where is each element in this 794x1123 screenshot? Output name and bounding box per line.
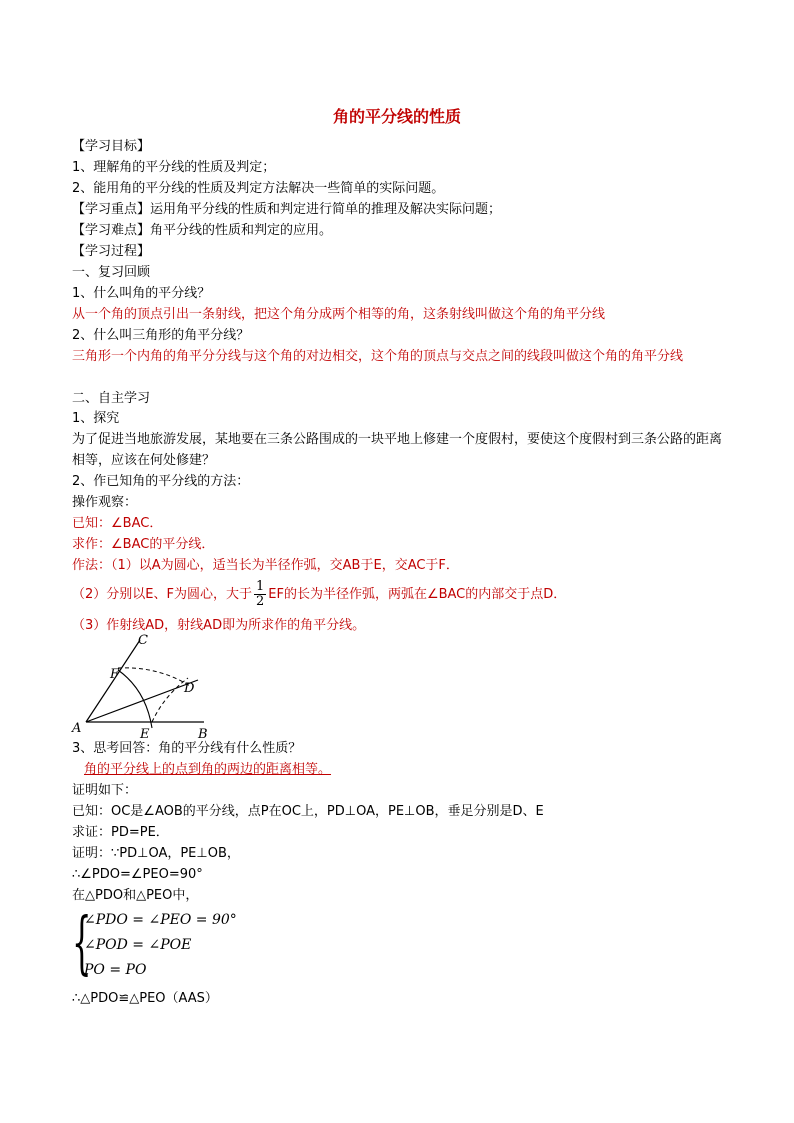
goal-heading: 【学习目标】 (72, 139, 151, 154)
key-point-label: 【学习重点】 (72, 202, 151, 217)
explore-text: 为了促进当地旅游发展，某地要在三条公路围成的一块平地上修建一个度假村，要使这个度假村到三条公路的距离相等，应该在何处修建？ (72, 432, 723, 468)
label-c: C (138, 633, 148, 648)
proof-conclusion: ∴△PDO≌△PEO（AAS） (72, 991, 218, 1006)
left-brace: { (72, 904, 92, 983)
angle-bisector-figure (68, 630, 218, 740)
review-heading: 一、复习回顾 (72, 265, 151, 280)
step-2-end: EF的长为半径作弧，两弧在∠BAC的内部交于点D． (268, 587, 567, 602)
step-2-start: （2）分别以E、F为圆心，大于 (72, 587, 252, 602)
find-line: 求作：∠BAC的平分线． (72, 537, 215, 552)
step-2 (72, 580, 566, 609)
proof-to-prove: 求证：PD=PE． (72, 825, 169, 840)
fraction-half (254, 580, 266, 609)
system-row-1: ∠PDO = ∠PEO = 90° (84, 912, 237, 928)
observe-label: 操作观察： (72, 495, 138, 510)
step-1: 作法：（1）以A为圆心，适当长为半径作弧，交AB于E，交AC于F． (72, 558, 459, 573)
ray-ad (86, 680, 198, 722)
label-d: D (184, 681, 195, 696)
process-heading: 【学习过程】 (72, 244, 151, 259)
goal-item-1: 1、理解角的平分线的性质及判定； (72, 160, 276, 175)
system-row-2: ∠POD = ∠POE (84, 937, 192, 953)
goal-item-2: 2、能用角的平分线的性质及判定方法解决一些简单的实际问题。 (72, 181, 445, 196)
think-answer: 角的平分线上的点到角的两边的距离相等。 (84, 762, 332, 777)
proof-step-1: 证明：∵PD⊥OA，PE⊥OB， (72, 846, 240, 861)
proof-given: 已知：OC是∠AOB的平分线，点P在OC上，PD⊥OA，PE⊥OB，垂足分别是D、E (72, 804, 544, 819)
proof-heading: 证明如下： (72, 783, 138, 798)
system-row-3: PO = PO (84, 962, 147, 978)
explore-heading: 1、探究 (72, 411, 120, 426)
page-title: 角的平分线的性质 (332, 107, 461, 126)
fraction-numerator: 1 (255, 579, 265, 594)
answer-2: 三角形一个内角的角平分分线与这个角的对边相交，这个角的顶点与交点之间的线段叫做这个角的角平分线 (72, 349, 684, 364)
difficulty-text: 角平分线的性质和判定的应用。 (150, 223, 333, 238)
self-study-heading: 二、自主学习 (72, 391, 151, 406)
equation-system (72, 904, 292, 984)
known-line: 已知：∠BAC． (72, 516, 163, 531)
label-a: A (72, 721, 82, 736)
method-heading: 2、作已知角的平分线的方法： (72, 474, 250, 489)
question-2: 2、什么叫三角形的角平分线？ (72, 328, 250, 343)
question-1: 1、什么叫角的平分线？ (72, 286, 211, 301)
answer-1: 从一个角的顶点引出一条射线，把这个角分成两个相等的角，这条射线叫做这个角的角平分线 (72, 307, 606, 322)
key-point-text: 运用角平分线的性质和判定进行简单的推理及解决实际问题； (150, 202, 502, 217)
label-f: F (110, 667, 120, 682)
fraction-denominator: 2 (255, 594, 265, 609)
dashed-arc-from-f (118, 668, 190, 686)
difficulty (72, 222, 332, 240)
label-e: E (140, 727, 150, 740)
difficulty-label: 【学习难点】 (72, 223, 151, 238)
step-3: （3）作射线AD，射线AD即为所求作的角平分线。 (72, 618, 366, 633)
think-question: 3、思考回答：角的平分线有什么性质？ (72, 741, 302, 756)
label-b: B (198, 727, 208, 740)
proof-step-2: ∴∠PDO=∠PEO=90° (72, 867, 203, 882)
proof-step-3: 在△PDO和△PEO中， (72, 888, 199, 903)
dashed-arc-from-e (152, 678, 188, 722)
key-point (72, 201, 501, 219)
